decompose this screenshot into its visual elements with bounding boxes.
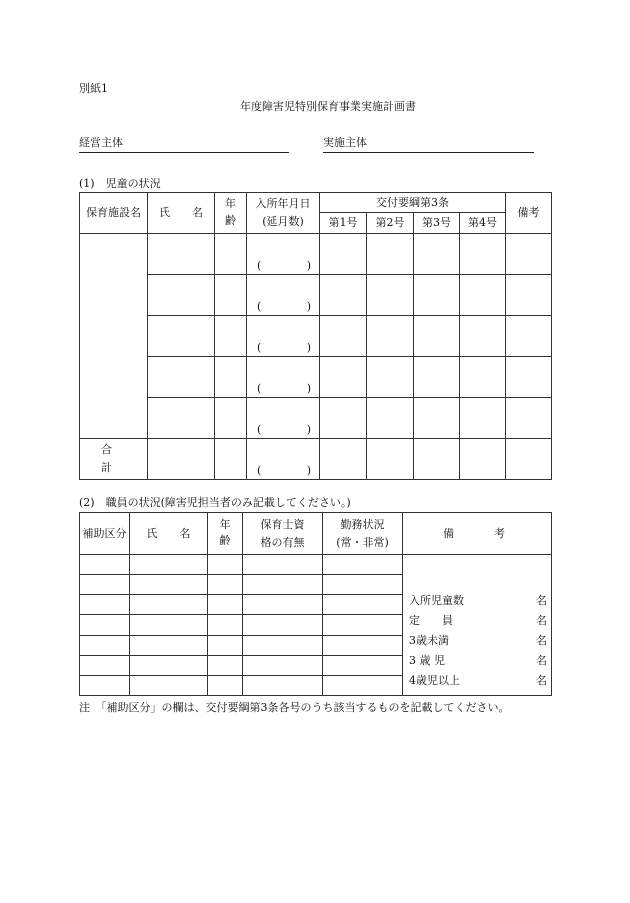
- staff-name-cell[interactable]: [130, 656, 208, 676]
- staff-header-remarks: [403, 513, 552, 555]
- child-age-cell[interactable]: [215, 357, 247, 398]
- total-no2-cell[interactable]: [367, 439, 414, 480]
- child-name-cell[interactable]: [148, 357, 215, 398]
- staff-header-work: [323, 513, 403, 555]
- remarks-cell[interactable]: [506, 316, 552, 357]
- staff-category-cell[interactable]: [80, 615, 130, 636]
- paren-close: ): [306, 259, 311, 272]
- page-title: 年度障害児特別保育事業実施計画書: [240, 100, 416, 113]
- staff-age-cell[interactable]: [208, 656, 243, 676]
- header-no3: 第3号: [414, 213, 460, 234]
- staff-name-cell[interactable]: [130, 676, 208, 696]
- staff-age-cell[interactable]: [208, 615, 243, 636]
- paren-open: (: [257, 423, 262, 436]
- section2-heading: (2) 職員の状況(障害児担当者のみ記載してください。): [79, 496, 351, 509]
- staff-name-cell[interactable]: [130, 636, 208, 656]
- total-remarks-cell[interactable]: [506, 439, 552, 480]
- facility-cell[interactable]: [80, 234, 148, 439]
- header-no2: 第2号: [367, 213, 414, 234]
- staff-name-cell[interactable]: [130, 615, 208, 636]
- staff-qualification-cell[interactable]: [243, 595, 323, 615]
- no3-cell[interactable]: [414, 316, 460, 357]
- remarks-unit: 名: [536, 614, 547, 627]
- no4-cell[interactable]: [460, 316, 506, 357]
- section1-heading: (1) 児童の状況: [79, 177, 161, 190]
- staff-work-cell[interactable]: [323, 676, 403, 696]
- staff-category-cell[interactable]: [80, 575, 130, 595]
- staff-header-age-text: 年齢: [219, 517, 231, 548]
- header-admission-text: 入所年月日: [255, 197, 311, 211]
- staff-header-qual2: 格の有無: [260, 535, 305, 549]
- remarks-cell[interactable]: [506, 357, 552, 398]
- staff-name-cell[interactable]: [130, 595, 208, 615]
- remarks-label: 3 歳 児: [409, 654, 445, 667]
- no2-cell[interactable]: [367, 398, 414, 439]
- remarks-row-under3: [409, 631, 547, 651]
- admission-cell[interactable]: [247, 234, 320, 275]
- header-no4: 第4号: [460, 213, 506, 234]
- header-no1: 第1号: [320, 213, 367, 234]
- child-age-cell[interactable]: [215, 398, 247, 439]
- staff-age-cell[interactable]: [208, 555, 243, 575]
- operator-label: 経営主体: [79, 136, 123, 149]
- remarks-row-enrolled: [409, 591, 547, 611]
- staff-work-cell[interactable]: [323, 595, 403, 615]
- remarks-cell[interactable]: [506, 234, 552, 275]
- staff-header-remarks-text: 備 考: [443, 526, 511, 540]
- staff-header-qual1: 保育士資: [260, 517, 305, 531]
- admission-cell[interactable]: [247, 398, 320, 439]
- staff-name-cell[interactable]: [130, 575, 208, 595]
- header-age: [215, 193, 247, 234]
- paren-close: ): [306, 382, 311, 395]
- staff-age-cell[interactable]: [208, 595, 243, 615]
- staff-header-work2: (常・非常): [336, 535, 389, 549]
- total-label-text: 合 計: [101, 443, 176, 474]
- child-age-cell[interactable]: [215, 275, 247, 316]
- staff-category-cell[interactable]: [80, 636, 130, 656]
- admission-cell[interactable]: [247, 357, 320, 398]
- staff-age-cell[interactable]: [208, 676, 243, 696]
- staff-header-category: 補助区分: [80, 513, 130, 555]
- staff-header-qualification: [243, 513, 323, 555]
- no1-cell[interactable]: [320, 398, 367, 439]
- remarks-row-age3: [409, 651, 547, 671]
- staff-header-age: [208, 513, 243, 555]
- staff-category-cell[interactable]: [80, 656, 130, 676]
- remarks-unit: 名: [536, 594, 547, 607]
- total-age-cell[interactable]: [215, 439, 247, 480]
- staff-work-cell[interactable]: [323, 636, 403, 656]
- admission-cell[interactable]: [247, 275, 320, 316]
- implementer-label: 実施主体: [323, 136, 367, 149]
- remarks-unit: 名: [536, 654, 547, 667]
- total-label: [80, 439, 176, 480]
- staff-age-cell[interactable]: [208, 575, 243, 595]
- header-remarks: 備考: [506, 193, 552, 234]
- attachment-label: 別紙1: [79, 82, 108, 95]
- no2-cell[interactable]: [367, 316, 414, 357]
- paren-close: ): [306, 300, 311, 313]
- total-no4-cell[interactable]: [460, 439, 506, 480]
- paren-open: (: [257, 259, 262, 272]
- paren-open: (: [257, 382, 262, 395]
- child-name-cell[interactable]: [148, 316, 215, 357]
- staff-work-cell[interactable]: [323, 555, 403, 575]
- staff-qualification-cell[interactable]: [243, 615, 323, 636]
- staff-qualification-cell[interactable]: [243, 555, 323, 575]
- paren-close: ): [306, 423, 311, 436]
- staff-age-cell[interactable]: [208, 636, 243, 656]
- paren-open: (: [257, 300, 262, 313]
- total-admission-cell[interactable]: [247, 439, 320, 480]
- no4-cell[interactable]: [460, 357, 506, 398]
- remarks-label: 入所児童数: [409, 594, 464, 607]
- remarks-cell[interactable]: [506, 398, 552, 439]
- no3-cell[interactable]: [414, 398, 460, 439]
- paren-open: (: [257, 341, 262, 354]
- no3-cell[interactable]: [414, 275, 460, 316]
- header-grant: 交付要綱第3条: [320, 193, 506, 213]
- child-age-cell[interactable]: [215, 316, 247, 357]
- paren-close: ): [306, 341, 311, 354]
- no2-cell[interactable]: [367, 275, 414, 316]
- remarks-label: 3歳未満: [409, 634, 449, 647]
- no4-cell[interactable]: [460, 275, 506, 316]
- header-facility: 保育施設名: [80, 193, 148, 234]
- no2-cell[interactable]: [367, 357, 414, 398]
- no1-cell[interactable]: [320, 357, 367, 398]
- total-no3-cell[interactable]: [414, 439, 460, 480]
- paren-close: ): [306, 464, 311, 477]
- remarks-row-capacity: [409, 611, 547, 631]
- staff-category-cell[interactable]: [80, 555, 130, 575]
- header-age-text: 年齢: [225, 197, 236, 227]
- staff-category-cell[interactable]: [80, 595, 130, 615]
- staff-work-cell[interactable]: [323, 615, 403, 636]
- no4-cell[interactable]: [460, 234, 506, 275]
- child-name-cell[interactable]: [148, 275, 215, 316]
- staff-remarks-box: [403, 555, 552, 696]
- header-admission: [247, 193, 320, 234]
- no3-cell[interactable]: [414, 357, 460, 398]
- child-age-cell[interactable]: [215, 234, 247, 275]
- header-months-text: (延月数): [262, 215, 304, 228]
- children-table: [79, 192, 552, 480]
- remarks-row-age4plus: [409, 671, 547, 691]
- staff-work-cell[interactable]: [323, 656, 403, 676]
- child-name-cell[interactable]: [148, 398, 215, 439]
- no1-cell[interactable]: [320, 316, 367, 357]
- paren-open: (: [257, 464, 262, 477]
- staff-header-name: 氏 名: [130, 513, 208, 555]
- staff-qualification-cell[interactable]: [243, 656, 323, 676]
- no2-cell[interactable]: [367, 234, 414, 275]
- remarks-label: 4歳児以上: [409, 674, 460, 687]
- staff-qualification-cell[interactable]: [243, 676, 323, 696]
- implementer-field[interactable]: [323, 137, 534, 153]
- staff-header-work1: 勤務状況: [340, 517, 385, 531]
- no4-cell[interactable]: [460, 398, 506, 439]
- child-name-cell[interactable]: [148, 234, 215, 275]
- staff-work-cell[interactable]: [323, 575, 403, 595]
- staff-qualification-cell[interactable]: [243, 636, 323, 656]
- operator-field[interactable]: [79, 137, 289, 153]
- admission-cell[interactable]: [247, 316, 320, 357]
- remarks-label: 定 員: [409, 614, 453, 627]
- no1-cell[interactable]: [320, 275, 367, 316]
- remarks-unit: 名: [536, 674, 547, 687]
- staff-category-cell[interactable]: [80, 676, 130, 696]
- header-name: 氏 名: [148, 193, 215, 234]
- total-no1-cell[interactable]: [320, 439, 367, 480]
- staff-table: [79, 512, 552, 696]
- remarks-unit: 名: [536, 634, 547, 647]
- staff-name-cell[interactable]: [130, 555, 208, 575]
- staff-qualification-cell[interactable]: [243, 575, 323, 595]
- no3-cell[interactable]: [414, 234, 460, 275]
- footnote: 注 「補助区分」の欄は、交付要綱第3条各号のうち該当するものを記載してください。: [79, 701, 510, 714]
- remarks-cell[interactable]: [506, 275, 552, 316]
- no1-cell[interactable]: [320, 234, 367, 275]
